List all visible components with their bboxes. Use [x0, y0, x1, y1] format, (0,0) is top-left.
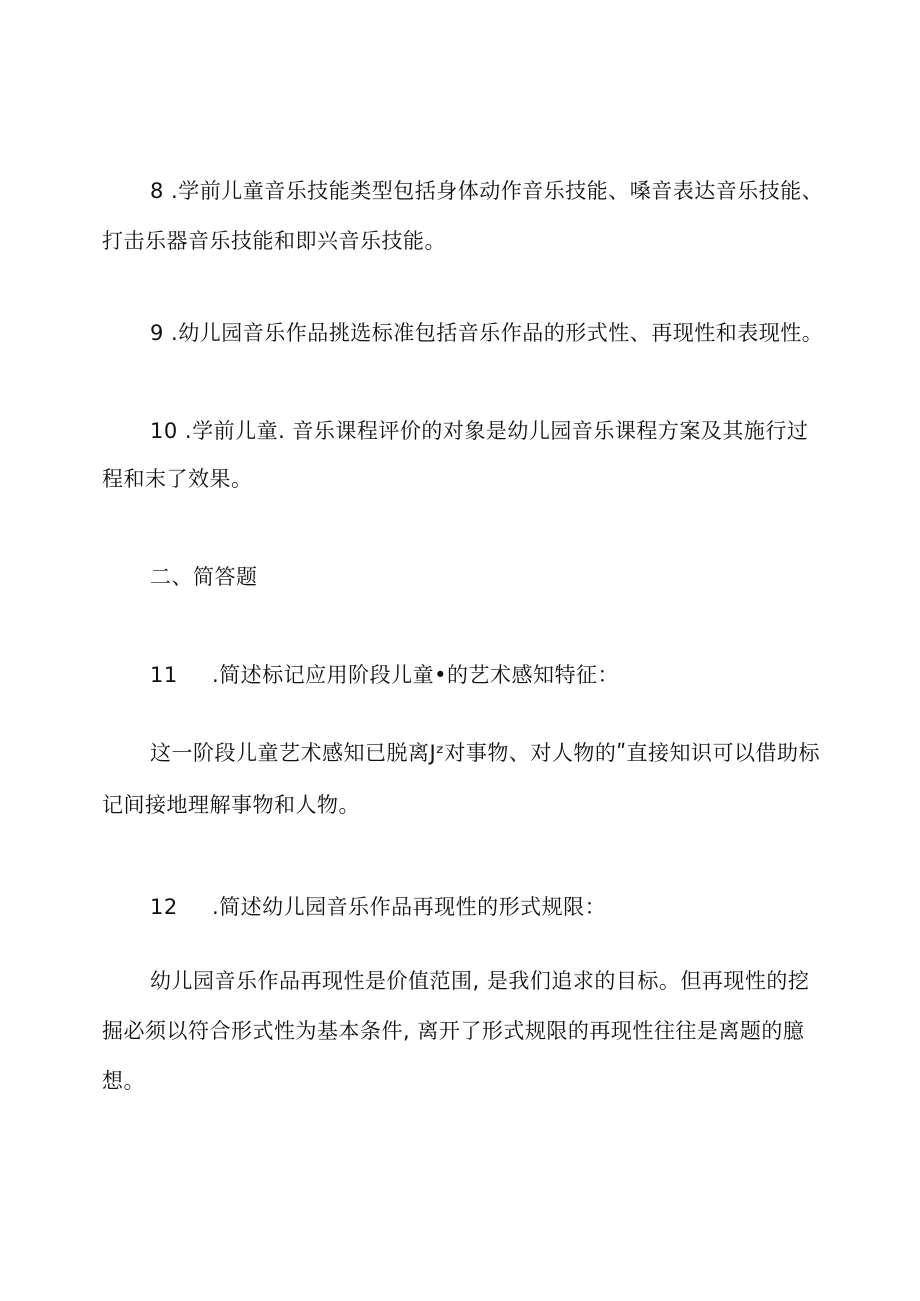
answer-12-line-3: 想。 [102, 1069, 145, 1093]
question-11-text: .简述标记应用阶段儿童•的艺术感知特征： [212, 663, 620, 687]
item-10-text: .学前儿童. 音乐课程评价的对象是幼儿园音乐课程方案及其施行过 [177, 419, 809, 443]
item-9-text: .幼儿园音乐作品挑选标准包括音乐作品的形式性、再现性和表现性。 [163, 321, 824, 345]
item-10-line-2: 程和末了效果。 [102, 467, 253, 491]
section-heading: 二、简答题 [150, 565, 258, 589]
question-11 [150, 660, 619, 690]
item-9-line-1 [150, 318, 823, 348]
answer-11-line-2: 记间接地理解事物和人物。 [102, 793, 360, 817]
item-8-number: 8 [150, 179, 164, 203]
question-12-number: 12 [150, 895, 178, 919]
question-12-text: .简述幼儿园音乐作品再现性的形式规限： [212, 895, 607, 919]
item-8-line-1 [150, 176, 823, 206]
question-12 [150, 892, 606, 922]
item-8-text: .学前儿童音乐技能类型包括身体动作音乐技能、嗓音表达音乐技能、 [163, 179, 824, 203]
item-8-line-2: 打击乐器音乐技能和即兴音乐技能。 [102, 229, 446, 253]
answer-11-line-1: 这一阶段儿童艺术感知已脱离Jᶻ对事物、对人物的ʺ直接知识可以借助标 [150, 741, 821, 765]
answer-12-line-2: 掘必须以符合形式性为基本条件, 离开了形式规限的再现性往往是离题的臆 [102, 1019, 805, 1043]
answer-12-line-1: 幼儿园音乐作品再现性是价值范围, 是我们追求的目标。但再现性的挖 [150, 969, 810, 993]
item-10-line-1 [150, 416, 808, 446]
item-9-number: 9 [150, 321, 164, 345]
item-10-number: 10 [150, 419, 178, 443]
question-11-number: 11 [150, 663, 178, 687]
